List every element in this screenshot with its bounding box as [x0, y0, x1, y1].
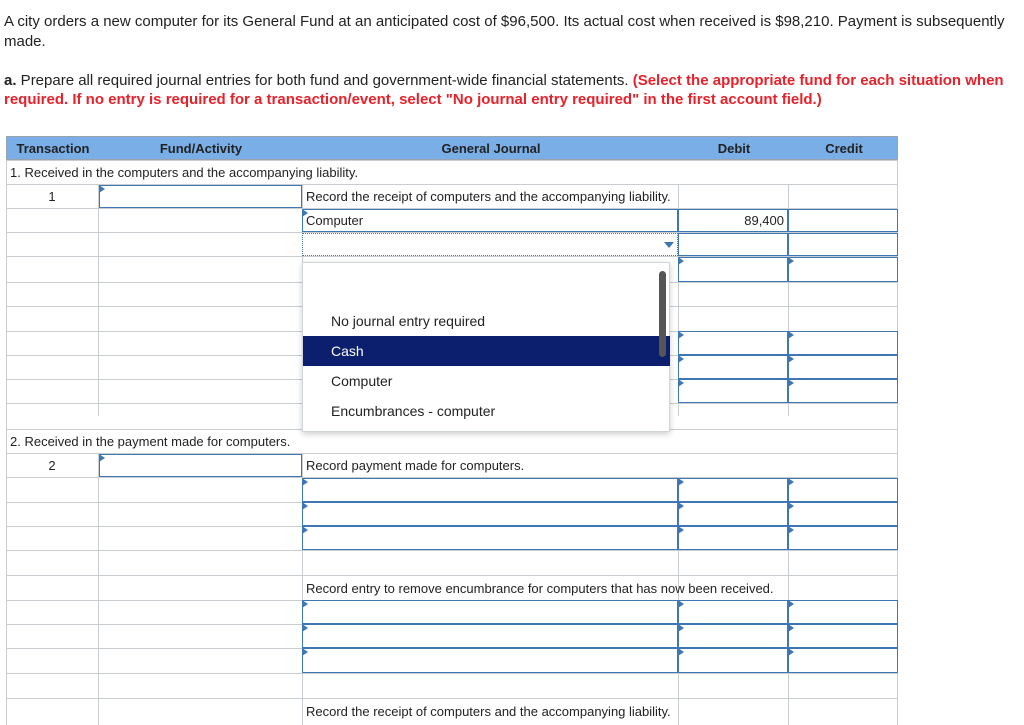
entry-memo: Record the receipt of computers and the accompanying liability. — [306, 189, 671, 204]
debit-input[interactable] — [678, 526, 788, 550]
entry-memo: Record payment made for computers. — [306, 458, 525, 473]
fund-select[interactable] — [99, 454, 302, 477]
debit-input[interactable] — [678, 355, 788, 379]
input-marker-icon — [788, 331, 794, 339]
credit-input[interactable] — [788, 209, 898, 232]
row-line — [6, 698, 898, 699]
input-marker-icon — [678, 331, 684, 339]
account-input[interactable] — [302, 478, 678, 502]
account-input[interactable] — [302, 648, 678, 673]
input-marker-icon — [302, 600, 308, 608]
credit-input[interactable] — [788, 600, 898, 624]
input-marker-icon — [788, 379, 794, 387]
transaction-number: 2 — [48, 458, 56, 473]
dropdown-option[interactable]: Computer — [331, 373, 393, 389]
part-a-instructions — [4, 71, 1014, 109]
row-line — [6, 575, 898, 576]
section-1-title: 1. Received in the computers and the accompanying liability. — [10, 165, 359, 180]
input-marker-icon — [678, 502, 684, 510]
account-input[interactable] — [302, 600, 678, 624]
dropdown-option-selected[interactable]: Cash — [303, 336, 670, 366]
chevron-down-icon[interactable] — [664, 242, 674, 248]
debit-input[interactable] — [678, 331, 788, 355]
problem-statement: A city orders a new computer for its General Fund at an anticipated cost of $96,500. Its actual cost when received is $98,210. Payment is subsequently made. — [4, 13, 1005, 50]
row-line — [6, 550, 898, 551]
debit-input[interactable] — [678, 478, 788, 502]
table-header — [6, 136, 898, 160]
input-marker-icon — [302, 478, 308, 486]
input-marker-icon — [302, 624, 308, 632]
dropdown-option[interactable]: Encumbrances - computer — [331, 403, 496, 419]
row-line — [6, 160, 898, 161]
input-marker-icon — [302, 648, 308, 656]
account-input[interactable] — [302, 502, 678, 526]
input-marker-icon — [678, 648, 684, 656]
credit-input[interactable] — [788, 257, 898, 282]
entry-memo: Record entry to remove encumbrance for computers that has now been received. — [306, 581, 774, 596]
account-dropdown[interactable] — [302, 233, 678, 256]
credit-input[interactable] — [788, 331, 898, 355]
input-marker-icon — [788, 624, 794, 632]
credit-input[interactable] — [788, 624, 898, 648]
input-marker-icon — [788, 648, 794, 656]
input-marker-icon — [678, 478, 684, 486]
col-credit: Credit — [825, 141, 863, 156]
col-fund: Fund/Activity — [159, 141, 243, 156]
credit-input[interactable] — [788, 355, 898, 379]
debit-input[interactable] — [678, 233, 788, 256]
part-a-label: a. — [4, 72, 17, 89]
credit-input[interactable] — [788, 233, 898, 256]
account-input[interactable] — [302, 526, 678, 550]
part-a-text: Prepare all required journal entries for both fund and government-wide financial statements. — [16, 72, 633, 89]
account-value: Computer — [306, 213, 364, 228]
col-line — [98, 184, 99, 416]
journal-entry-table — [6, 136, 898, 725]
input-marker-icon — [788, 478, 794, 486]
input-marker-icon — [678, 624, 684, 632]
entry-memo: Record the receipt of computers and the accompanying liability. — [306, 704, 671, 719]
input-marker-icon — [678, 355, 684, 363]
col-line — [6, 160, 7, 725]
col-debit: Debit — [717, 141, 751, 156]
input-marker-icon — [788, 600, 794, 608]
debit-input[interactable] — [678, 502, 788, 526]
input-marker-icon — [788, 257, 794, 265]
input-marker-icon — [678, 600, 684, 608]
debit-value: 89,400 — [744, 213, 784, 228]
input-marker-icon — [788, 526, 794, 534]
input-marker-icon — [99, 454, 105, 462]
credit-input[interactable] — [788, 526, 898, 550]
input-marker-icon — [302, 502, 308, 510]
debit-input[interactable] — [678, 624, 788, 648]
input-marker-icon — [788, 502, 794, 510]
col-line — [98, 453, 99, 725]
col-journal: General Journal — [441, 141, 541, 156]
input-marker-icon — [99, 185, 105, 193]
debit-input[interactable] — [678, 257, 788, 282]
debit-input[interactable] — [678, 600, 788, 624]
input-marker-icon — [788, 355, 794, 363]
credit-input[interactable] — [788, 478, 898, 502]
section-2-title: 2. Received in the payment made for computers. — [10, 434, 291, 449]
credit-input[interactable] — [788, 502, 898, 526]
account-input[interactable] — [302, 624, 678, 648]
debit-input[interactable] — [678, 648, 788, 673]
dropdown-option[interactable]: No journal entry required — [331, 313, 486, 329]
row-line — [6, 673, 898, 674]
part-a-red-instruction: (Select the appropriate fund for each situation when required. If no entry is required for a transaction/event, select "No journal entry required" in the first account field.) — [4, 72, 1004, 108]
credit-input[interactable] — [788, 379, 898, 403]
scrollbar-thumb[interactable] — [659, 271, 666, 357]
credit-input[interactable] — [788, 648, 898, 673]
input-marker-icon — [678, 379, 684, 387]
debit-input[interactable] — [678, 379, 788, 403]
fund-select[interactable] — [99, 185, 302, 208]
input-marker-icon — [678, 526, 684, 534]
input-marker-icon — [302, 526, 308, 534]
account-dropdown-menu — [302, 262, 670, 432]
input-marker-icon — [678, 257, 684, 265]
transaction-number: 1 — [48, 189, 56, 204]
col-transaction: Transaction — [16, 141, 90, 156]
